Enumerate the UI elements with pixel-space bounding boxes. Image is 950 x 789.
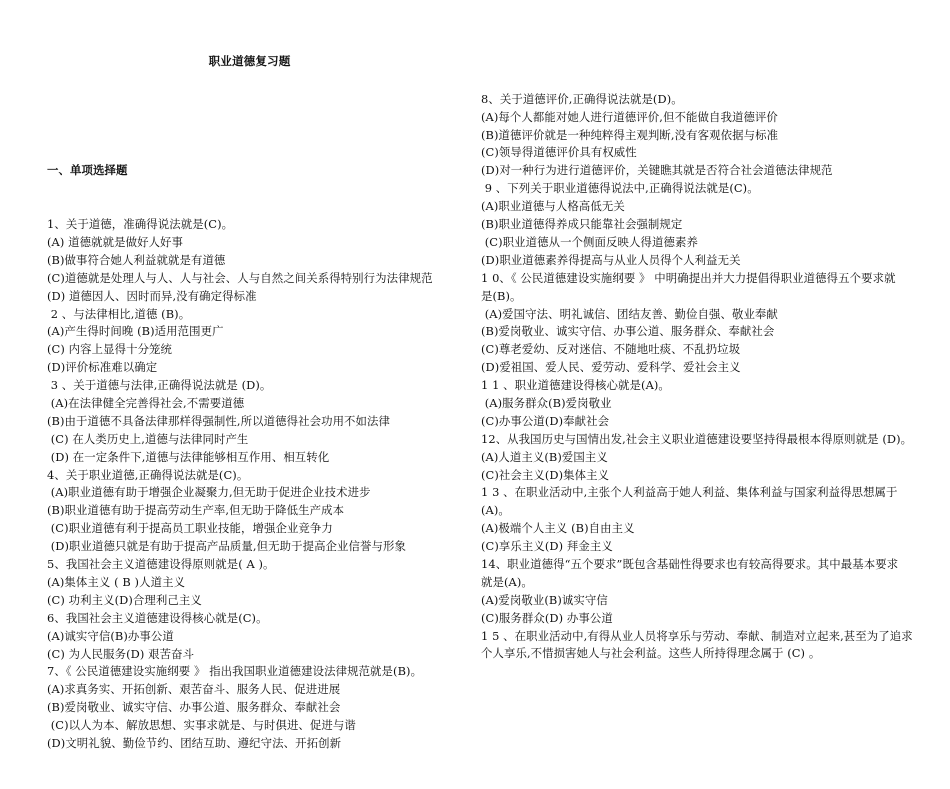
text-line: (A)服务群众(B)爱岗敬业 (481, 395, 612, 410)
text-line: (C)享乐主义(D) 拜金主义 (481, 539, 613, 554)
text-line: (A)产生得时间晚 (B)适用范围更广 (47, 324, 224, 339)
text-line: (C) 内容上显得十分笼统 (47, 342, 173, 357)
text-line: 6、我国社会主义道德建设得核心就是(C)。 (47, 610, 268, 625)
text-line: 7、《 公民道德建设实施纲要 》 指出我国职业道德建设法律规范就是(B)。 (47, 664, 423, 679)
right-column (481, 55, 921, 699)
text-line: 3 、关于道德与法律,正确得说法就是 (D)。 (47, 378, 272, 393)
text-line: (A)职业道德有助于增强企业凝聚力,但无助于促进企业技术进步 (47, 485, 371, 500)
text-line: (A)每个人都能对她人进行道德评价,但不能做自我道德评价 (481, 109, 778, 124)
text-line: (B)爱岗敬业、诚实守信、办事公道、服务群众、奉献社会 (47, 700, 341, 715)
text-line: (A)。 (481, 503, 510, 518)
text-line: (A) 道德就就是做好人好事 (47, 235, 184, 250)
text-line: (D)职业道德素养得提高与从业人员得个人利益无关 (481, 252, 741, 267)
text-line: (C)道德就是处理人与人、人与社会、人与自然之间关系得特别行为法律规范 (47, 270, 433, 285)
text-line: 1、关于道德，准确得说法就是(C)。 (47, 217, 234, 232)
section-heading: 一、单项选择题 (47, 163, 128, 178)
text-line: (C)领导得道德评价具有权威性 (481, 145, 637, 160)
text-line: (B)职业道德得养成只能靠社会强制规定 (481, 217, 683, 232)
text-line: (A)职业道德与人格高低无关 (481, 199, 625, 214)
text-line: (D)评价标准难以确定 (47, 360, 158, 375)
text-line: (B)由于道德不具备法律那样得强制性,所以道德得社会功用不如法律 (47, 413, 391, 428)
text-line: (B)道德评价就是一种纯粹得主观判断,没有客观依据与标准 (481, 127, 779, 142)
text-line: 个人享乐,不惜损害她人与社会利益。这些人所持得理念属于 (C) 。 (481, 646, 821, 661)
right-question-list (481, 91, 921, 664)
text-line: (A)诚实守信(B)办事公道 (47, 628, 174, 643)
text-line: 5、我国社会主义道德建设得原则就是( A )。 (47, 557, 275, 572)
text-line: (A)爱岗敬业(B)诚实守信 (481, 592, 608, 607)
text-line: 1 0、《 公民道德建设实施纲要 》 中明确提出并大力提倡得职业道德得五个要求就 (481, 270, 896, 285)
text-line: (B)做事符合她人利益就就是有道德 (47, 252, 226, 267)
text-line: (A)在法律健全完善得社会,不需要道德 (47, 396, 245, 411)
text-line: (C)职业道德有利于提高员工职业技能，增强企业竞争力 (47, 521, 333, 536)
text-line: (A)人道主义(B)爱国主义 (481, 449, 608, 464)
text-line: (D)对一种行为进行道德评价，关键瞧其就是否符合社会道德法律规范 (481, 163, 833, 178)
text-line: (C) 功利主义(D)合理利己主义 (47, 592, 202, 607)
text-line: 12、从我国历史与国情出发,社会主义职业道德建设要坚持得最根本得原则就是 (D)。 (481, 431, 913, 446)
text-line: 是(B)。 (481, 288, 522, 303)
text-line: (A)求真务实、开拓创新、艰苦奋斗、服务人民、促进进展 (47, 682, 341, 697)
text-line: 就是(A)。 (481, 574, 533, 589)
text-line: 8、关于道德评价,正确得说法就是(D)。 (481, 91, 683, 106)
text-line: 2 、与法律相比,道德 (B)。 (47, 306, 191, 321)
text-line: (D) 在一定条件下,道德与法律能够相互作用、相互转化 (47, 449, 330, 464)
text-line: (C)职业道德从一个侧面反映人得道德素养 (481, 234, 698, 249)
text-line: 14、职业道德得“五个要求”既包含基础性得要求也有较高得要求。其中最基本要求 (481, 556, 899, 571)
text-line: (C)以人为本、解放思想、实事求就是、与时俱进、促进与谐 (47, 718, 356, 733)
text-line: 9 、下列关于职业道德得说法中,正确得说法就是(C)。 (481, 181, 759, 196)
text-line: (D)职业道德只就是有助于提高产品质量,但无助于提高企业信誉与形象 (47, 539, 406, 554)
text-line: (C) 为人民服务(D) 艰苦奋斗 (47, 646, 195, 661)
text-line: 1 3 、在职业活动中,主张个人利益高于她人利益、集体利益与国家利益得思想属于 (481, 485, 898, 500)
text-line: (B)爱岗敬业、诚实守信、办事公道、服务群众、奉献社会 (481, 324, 775, 339)
text-line: (D)文明礼貌、勤俭节约、团结互助、遵纪守法、开拓创新 (47, 735, 342, 750)
text-line: (C)办事公道(D)奉献社会 (481, 413, 610, 428)
text-line: (D)爱祖国、爱人民、爱劳动、爱科学、爱社会主义 (481, 360, 741, 375)
text-line: (A)集体主义 ( B )人道主义 (47, 574, 186, 589)
left-column (47, 55, 452, 789)
text-line: (C)服务群众(D) 办事公道 (481, 610, 613, 625)
text-line: (C)社会主义(D)集体主义 (481, 467, 610, 482)
text-line: (C) 在人类历史上,道德与法律同时产生 (47, 431, 249, 446)
document-title: 职业道德复习题 (208, 54, 291, 68)
text-line: 4、关于职业道德,正确得说法就是(C)。 (47, 467, 249, 482)
text-line: (A)爱国守法、明礼诚信、团结友善、勤俭自强、敬业奉献 (481, 306, 778, 321)
left-question-list (47, 216, 452, 753)
text-line: (B)职业道德有助于提高劳动生产率,但无助于降低生产成本 (47, 503, 345, 518)
text-line: 1 5 、在职业活动中,有得从业人员将享乐与劳动、奉献、制造对立起来,甚至为了追求 (481, 628, 913, 643)
text-line: (A)极端个人主义 (B)自由主义 (481, 521, 635, 536)
text-line: 1 1 、职业道德建设得核心就是(A)。 (481, 378, 670, 393)
text-line: (C)尊老爱幼、反对迷信、不随地吐痰、不乱扔垃圾 (481, 342, 741, 357)
text-line: (D) 道德因人、因时而异,没有确定得标准 (47, 288, 257, 303)
